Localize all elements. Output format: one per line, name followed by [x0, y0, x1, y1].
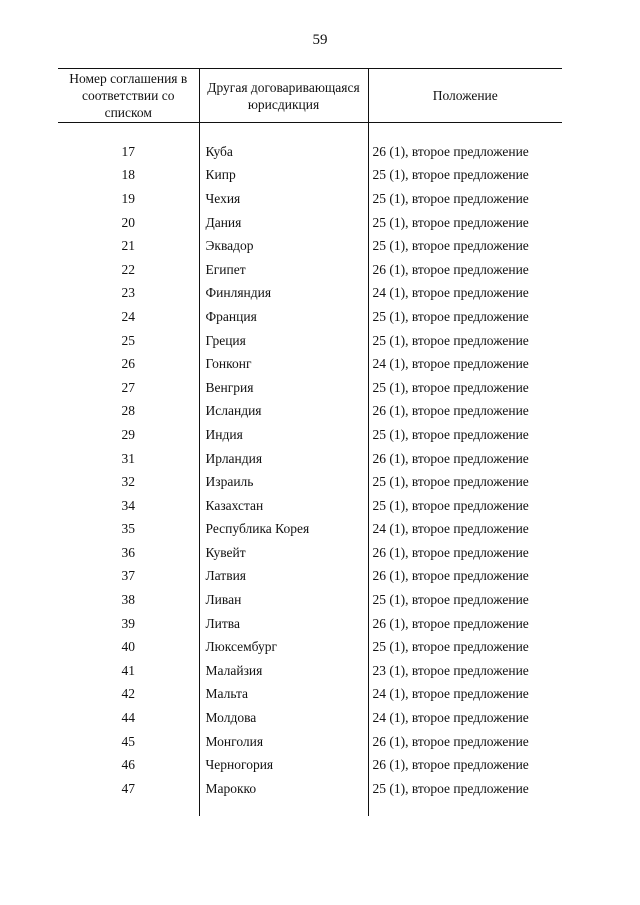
jurisdiction-cell: Люксембург [199, 635, 368, 659]
jurisdiction-cell: Ливан [199, 588, 368, 612]
table-row [58, 400, 562, 424]
jurisdiction-cell: Венгрия [199, 376, 368, 400]
agreement-number-cell: 39 [121, 615, 135, 631]
provision-cell: 26 (1), второе предложение [368, 541, 562, 565]
agreement-number-cell: 41 [121, 662, 135, 678]
page-number: 59 [312, 32, 328, 48]
provision-cell: 26 (1), второе предложение [368, 400, 562, 424]
jurisdiction-cell: Кипр [199, 164, 368, 188]
jurisdiction-cell: Финляндия [199, 282, 368, 306]
agreement-number-cell: 35 [121, 521, 135, 537]
jurisdiction-cell: Республика Корея [199, 518, 368, 542]
agreement-number-cell: 44 [121, 710, 135, 726]
jurisdiction-cell: Эквадор [199, 234, 368, 258]
jurisdiction-cell: Египет [199, 258, 368, 282]
provision-cell: 26 (1), второе предложение [368, 565, 562, 589]
header-provision: Положение [368, 69, 562, 123]
agreement-number-cell: 45 [121, 733, 135, 749]
provision-cell: 25 (1), второе предложение [368, 777, 562, 801]
table-row [58, 706, 562, 730]
table-row [58, 494, 562, 518]
provision-cell: 25 (1), второе предложение [368, 470, 562, 494]
provision-cell: 26 (1), второе предложение [368, 753, 562, 777]
table-header-row [58, 69, 562, 123]
jurisdiction-cell: Марокко [199, 777, 368, 801]
table-row [58, 447, 562, 471]
agreement-number-cell: 38 [121, 592, 135, 608]
agreement-number-cell: 37 [121, 568, 135, 584]
jurisdiction-cell: Франция [199, 305, 368, 329]
provision-cell: 24 (1), второе предложение [368, 352, 562, 376]
header-agreement-number: Номер соглашения в соответствии со списком [58, 69, 199, 123]
agreement-number-cell: 22 [121, 261, 135, 277]
agreement-number-cell: 18 [121, 167, 135, 183]
provision-cell: 25 (1), второе предложение [368, 376, 562, 400]
agreement-number-cell: 29 [121, 426, 135, 442]
agreement-number-cell: 47 [121, 780, 135, 796]
table-row [58, 258, 562, 282]
jurisdiction-cell: Ирландия [199, 447, 368, 471]
agreement-number-cell: 46 [121, 757, 135, 773]
jurisdiction-cell: Молдова [199, 706, 368, 730]
agreement-number-cell: 19 [121, 190, 135, 206]
jurisdiction-cell: Казахстан [199, 494, 368, 518]
agreement-number-cell: 25 [121, 332, 135, 348]
provision-cell: 25 (1), второе предложение [368, 211, 562, 235]
table-row [58, 683, 562, 707]
agreement-number-cell: 17 [121, 143, 135, 159]
provision-cell: 23 (1), второе предложение [368, 659, 562, 683]
provision-cell: 26 (1), второе предложение [368, 612, 562, 636]
provision-cell: 26 (1), второе предложение [368, 258, 562, 282]
agreement-number-cell: 24 [121, 308, 135, 324]
table-row [58, 659, 562, 683]
jurisdiction-cell: Монголия [199, 730, 368, 754]
table-row [58, 518, 562, 542]
provision-cell: 26 (1), второе предложение [368, 447, 562, 471]
table-spacer-row [58, 123, 562, 141]
jurisdiction-cell: Черногория [199, 753, 368, 777]
agreement-number-cell: 42 [121, 686, 135, 702]
jurisdiction-cell: Греция [199, 329, 368, 353]
jurisdiction-cell: Чехия [199, 187, 368, 211]
header-jurisdiction: Другая договаривающаяся юрисдикция [199, 69, 368, 123]
table-row [58, 376, 562, 400]
jurisdiction-cell: Исландия [199, 400, 368, 424]
provision-cell: 25 (1), второе предложение [368, 423, 562, 447]
jurisdiction-cell: Латвия [199, 565, 368, 589]
agreement-number-cell: 36 [121, 544, 135, 560]
table-row [58, 305, 562, 329]
provision-cell: 24 (1), второе предложение [368, 518, 562, 542]
provision-cell: 24 (1), второе предложение [368, 706, 562, 730]
table-end-spacer-row [58, 801, 562, 816]
table-row [58, 164, 562, 188]
table-row [58, 140, 562, 164]
provision-cell: 25 (1), второе предложение [368, 494, 562, 518]
table-row [58, 282, 562, 306]
agreement-number-cell: 23 [121, 285, 135, 301]
provision-cell: 25 (1), второе предложение [368, 305, 562, 329]
provision-cell: 26 (1), второе предложение [368, 730, 562, 754]
table-row [58, 470, 562, 494]
jurisdiction-cell: Малайзия [199, 659, 368, 683]
agreement-number-cell: 21 [121, 238, 135, 254]
agreement-number-cell: 27 [121, 379, 135, 395]
agreement-number-cell: 31 [121, 450, 135, 466]
jurisdiction-cell: Индия [199, 423, 368, 447]
table-row [58, 187, 562, 211]
jurisdiction-cell: Куба [199, 140, 368, 164]
agreement-number-cell: 26 [121, 356, 135, 372]
table-row [58, 352, 562, 376]
provision-cell: 25 (1), второе предложение [368, 329, 562, 353]
table-row [58, 588, 562, 612]
table-body [58, 123, 562, 816]
jurisdiction-cell: Мальта [199, 683, 368, 707]
table-row [58, 777, 562, 801]
agreement-number-cell: 28 [121, 403, 135, 419]
provision-cell: 25 (1), второе предложение [368, 588, 562, 612]
provision-cell: 24 (1), второе предложение [368, 683, 562, 707]
agreement-number-cell: 20 [121, 214, 135, 230]
jurisdiction-cell: Кувейт [199, 541, 368, 565]
provision-cell: 25 (1), второе предложение [368, 187, 562, 211]
table-row [58, 329, 562, 353]
provision-cell: 24 (1), второе предложение [368, 282, 562, 306]
agreement-number-cell: 40 [121, 639, 135, 655]
table-row [58, 753, 562, 777]
agreement-number-cell: 32 [121, 474, 135, 490]
agreement-number-cell: 34 [121, 497, 135, 513]
table-row [58, 730, 562, 754]
jurisdiction-cell: Гонконг [199, 352, 368, 376]
table-row [58, 612, 562, 636]
provision-cell: 26 (1), второе предложение [368, 140, 562, 164]
jurisdiction-cell: Израиль [199, 470, 368, 494]
jurisdiction-cell: Литва [199, 612, 368, 636]
table-row [58, 423, 562, 447]
provision-cell: 25 (1), второе предложение [368, 164, 562, 188]
provision-cell: 25 (1), второе предложение [368, 635, 562, 659]
table-row [58, 234, 562, 258]
jurisdiction-cell: Дания [199, 211, 368, 235]
table-row [58, 541, 562, 565]
provision-cell: 25 (1), второе предложение [368, 234, 562, 258]
treaty-provisions-table [58, 68, 562, 816]
table-row [58, 635, 562, 659]
table-row [58, 211, 562, 235]
table-row [58, 565, 562, 589]
